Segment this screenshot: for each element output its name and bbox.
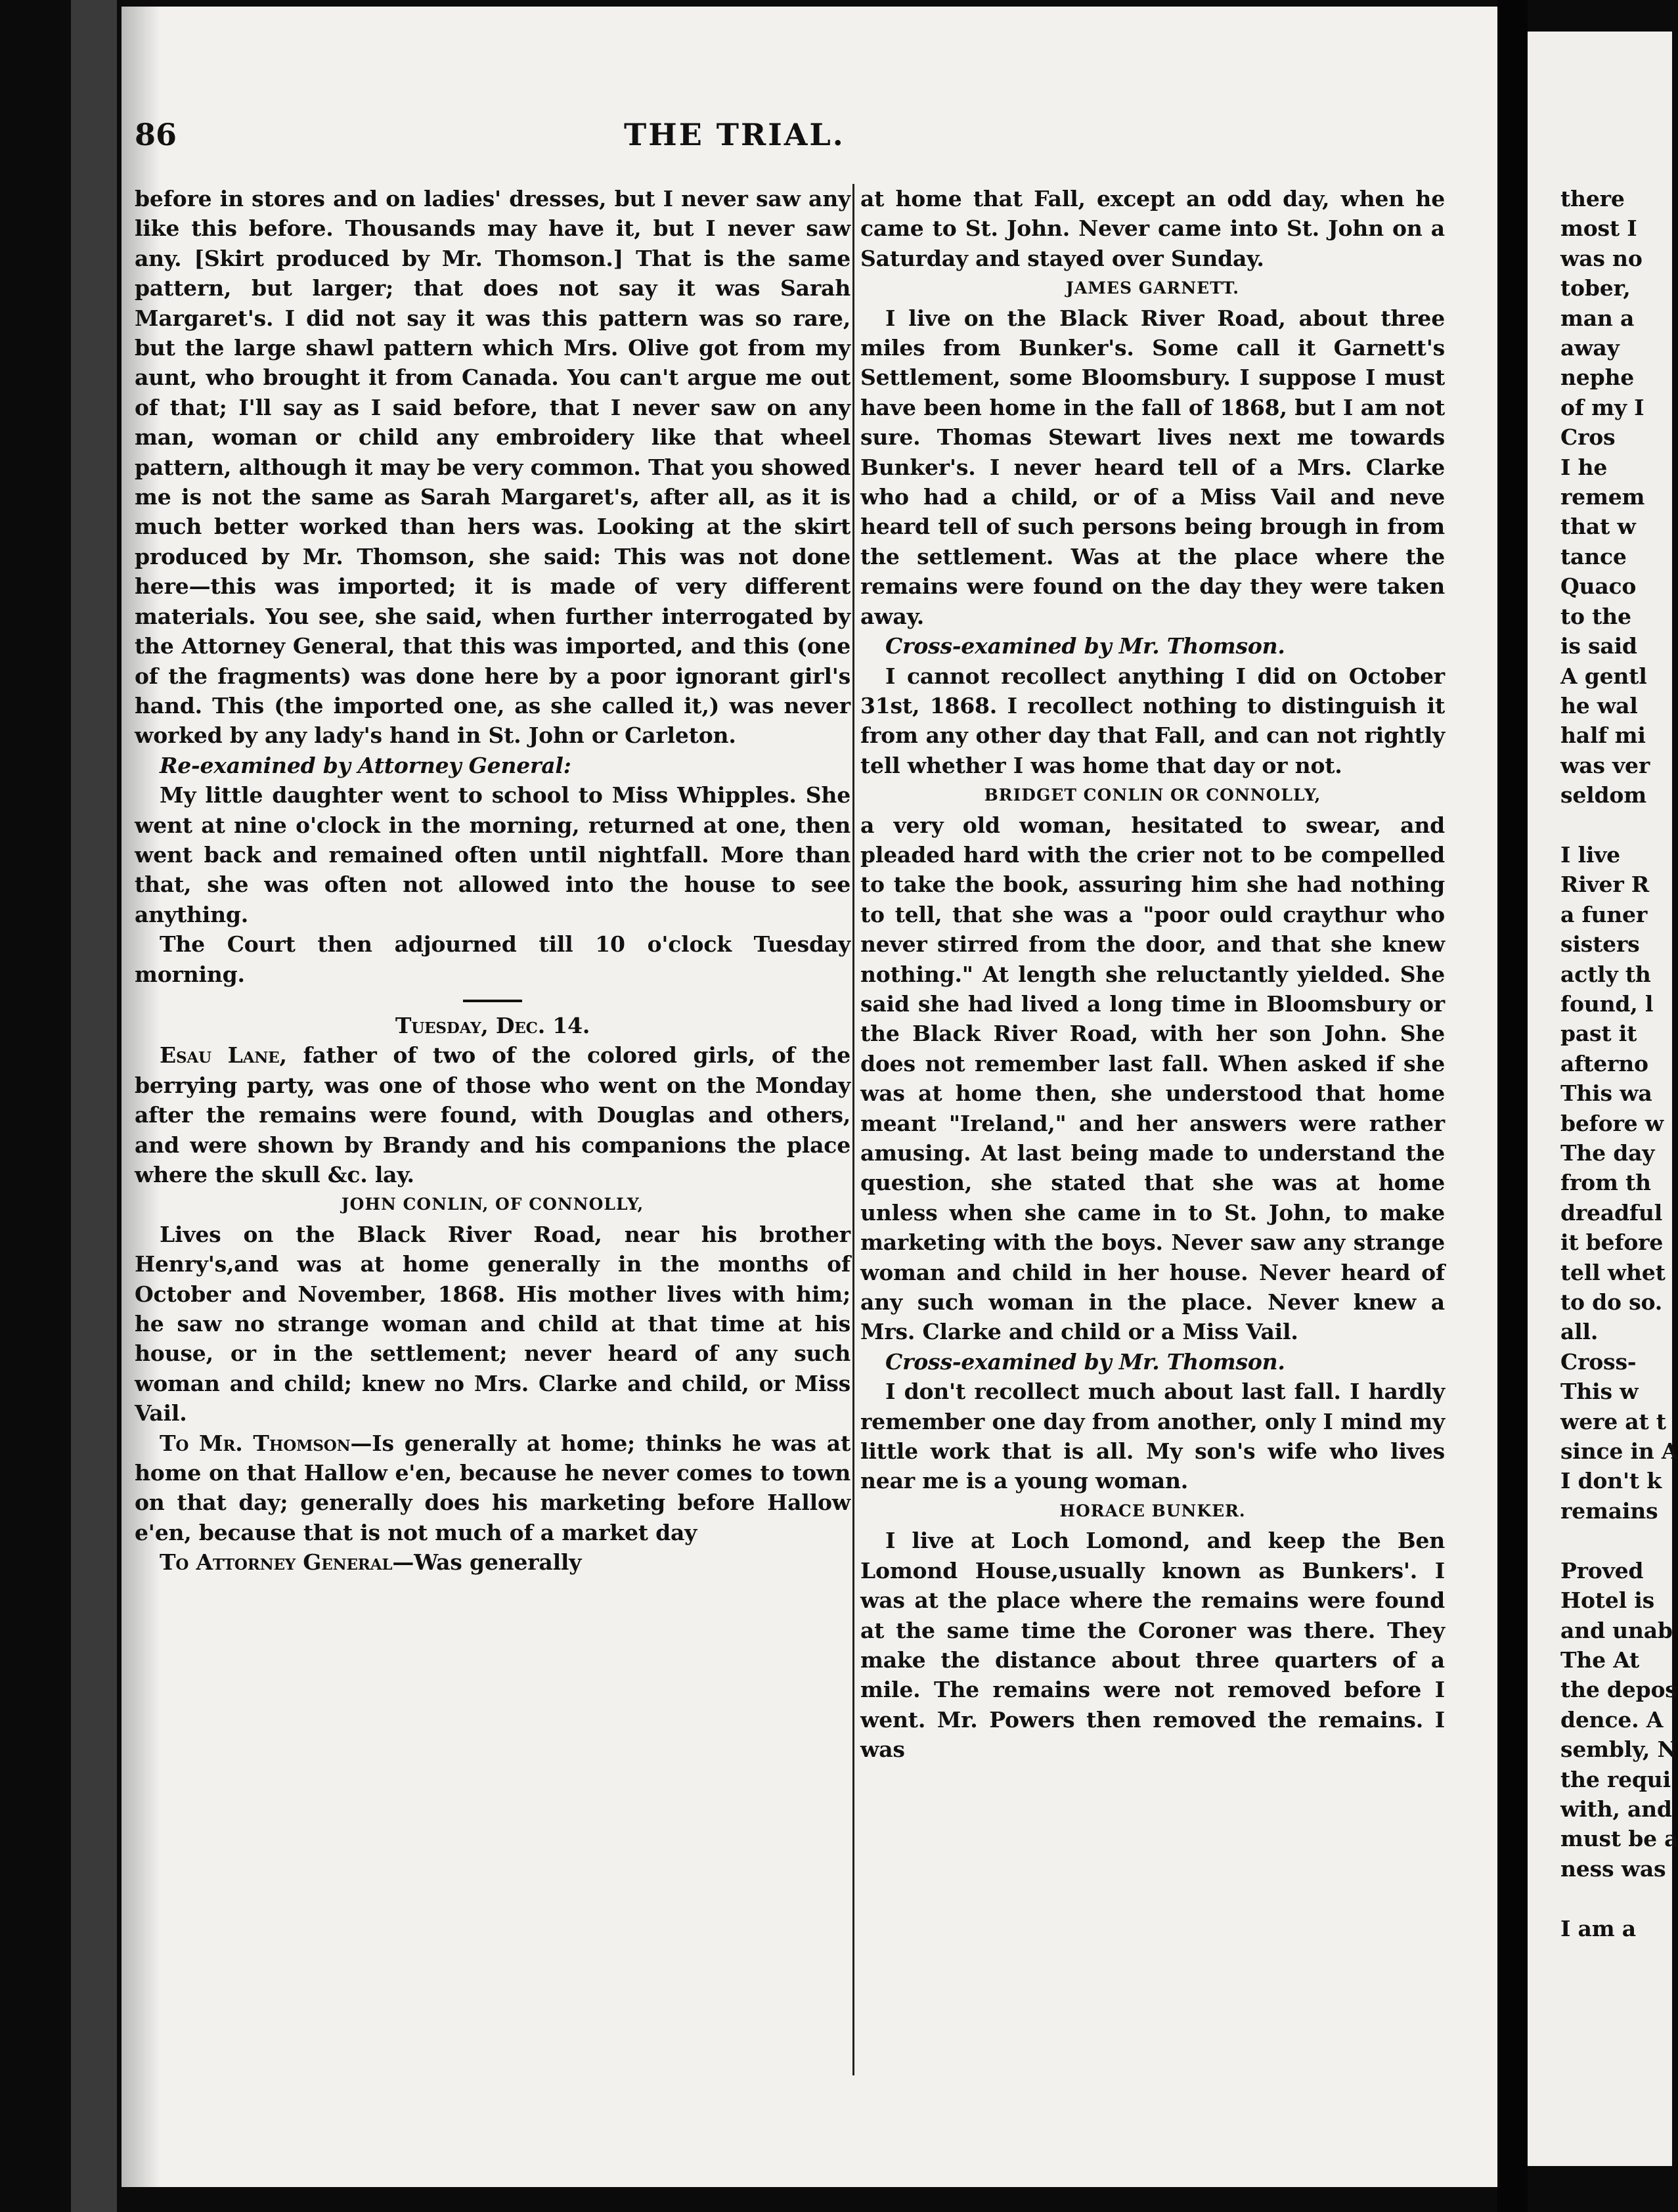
- facing-page-line: The At: [1560, 1647, 1640, 1673]
- facing-page-line: to do so.: [1560, 1289, 1663, 1316]
- facing-page-line: was no: [1560, 245, 1643, 271]
- facing-page-line: there: [1560, 186, 1625, 211]
- facing-page-line: This wa: [1560, 1080, 1652, 1107]
- facing-page-line: [1560, 1526, 1672, 1555]
- facing-page-line: to the: [1560, 603, 1631, 629]
- facing-page-line: tance: [1560, 543, 1627, 569]
- facing-page-line: most I: [1560, 215, 1637, 242]
- facing-page-line: [1560, 810, 1672, 840]
- facing-page-line: from th: [1560, 1170, 1651, 1196]
- facing-page-line: remains: [1560, 1497, 1658, 1524]
- facing-page-line: I don't k: [1560, 1468, 1662, 1494]
- facing-page-line: away: [1560, 335, 1620, 361]
- facing-page-line: man a: [1560, 305, 1635, 331]
- facing-page-line: that w: [1560, 514, 1636, 540]
- facing-page-line: [1560, 1884, 1672, 1913]
- paragraph: I live on the Black River Road, about three miles from Bunker's. Some call it Garnett's Settlement, some Bloomsbury. I suppose I must have been home in the fall of 1868, but I am not sure. Thomas Stewart lives next me towards Bunker's. I never heard tell of a Mrs. Clarke who had a child, or of a Miss Vail and neve heard tell of such persons being brough in from the settlement. Was at the place where the remains were found on the day they were taken away.: [860, 305, 1445, 629]
- film-edge: [71, 0, 117, 2212]
- facing-page-line: The day: [1560, 1140, 1655, 1166]
- facing-page-line: Proved: [1560, 1557, 1644, 1583]
- facing-page-line: of my I: [1560, 394, 1645, 420]
- facing-page-line: was ver: [1560, 752, 1650, 778]
- facing-page-line: a funer: [1560, 901, 1648, 927]
- paragraph: To Attorney General—Was generally: [160, 1549, 582, 1576]
- paragraph: I live at Loch Lomond, and keep the Ben Lomond House,usually known as Bunkers'. I was at the place where the remains were found at the same time the Coroner was there. They make the distance about three quarters of a mile. The remains were not removed before I went. Mr. Powers then removed the remains. I was: [860, 1528, 1445, 1763]
- page-number: 86: [135, 117, 177, 152]
- facing-page-line: I am a: [1560, 1915, 1636, 1941]
- paragraph: I don't recollect much about last fall. I hardly remember one day from another, only I mind my little work that is all. My son's wife who lives near me is a young woman.: [860, 1379, 1445, 1494]
- facing-page-line: remem: [1560, 484, 1645, 510]
- facing-page-line: Quaco: [1560, 573, 1637, 600]
- cross-examination-heading: Cross-examined by Mr. Thomson.: [885, 633, 1285, 659]
- facing-page: [1528, 32, 1678, 2166]
- facing-page-line: found, l: [1560, 990, 1654, 1017]
- facing-page-line: I live: [1560, 841, 1620, 868]
- facing-page-line: were at t: [1560, 1408, 1666, 1434]
- facing-page-line: the requi: [1560, 1766, 1671, 1792]
- facing-page-line: dreadful: [1560, 1199, 1663, 1226]
- text-column-left: [135, 184, 850, 2075]
- paragraph: My little daughter went to school to Miss Whipples. She went at nine o'clock in the morning, returned at one, then went back and remained often until nightfall. More than that, she was often not allowed into the house to see anything.: [135, 782, 850, 927]
- paragraph: I cannot recollect anything I did on October 31st, 1868. I recollect nothing to distinguish it from any other day that Fall, and can not rightly tell whether I was home that day or not.: [860, 663, 1445, 778]
- paragraph: Esau Lane, father of two of the colored girls, of the berrying party, was one of those who went on the Monday after the remains were found, with Douglas and others, and were shown by Brandy and his companions the place where the skull &c. lay.: [135, 1042, 850, 1187]
- facing-page-line: A gentl: [1560, 663, 1647, 689]
- date-heading: Tuesday, Dec. 14.: [395, 1012, 590, 1038]
- facing-page-line: must be a: [1560, 1826, 1678, 1852]
- facing-page-line: past it: [1560, 1021, 1637, 1047]
- section-divider: [135, 994, 850, 1007]
- page-gutter: [1497, 0, 1528, 2212]
- facing-page-line: Cros: [1560, 424, 1616, 451]
- facing-page-line: sisters: [1560, 931, 1640, 958]
- facing-page-line: tell whet: [1560, 1259, 1666, 1285]
- facing-page-line: before w: [1560, 1110, 1664, 1136]
- cross-examination-heading: Cross-examined by Mr. Thomson.: [885, 1348, 1285, 1375]
- facing-page-line: afterno: [1560, 1050, 1648, 1076]
- facing-page-line: and unab: [1560, 1617, 1673, 1643]
- examiner-label: To Attorney General: [160, 1549, 393, 1576]
- facing-page-line: dence. A: [1560, 1706, 1664, 1733]
- facing-page-line: since in A: [1560, 1438, 1678, 1465]
- reexamination-heading: Re-examined by Attorney General:: [160, 752, 571, 778]
- facing-page-line: ness was: [1560, 1855, 1666, 1882]
- facing-page-line: half mi: [1560, 722, 1646, 749]
- facing-page-line: Cross-: [1560, 1348, 1637, 1375]
- column-rule: [852, 184, 854, 2075]
- facing-page-line: with, and: [1560, 1796, 1672, 1822]
- facing-page-text: [1560, 184, 1678, 2121]
- paragraph: To Mr. Thomson—Is generally at home; thinks he was at home on that Hallow e'en, because he never comes to town on that day; generally does his marketing before Hallow e'en, because that is not much of a market day: [135, 1430, 850, 1545]
- facing-page-line: This w: [1560, 1379, 1639, 1405]
- paragraph: before in stores and on ladies' dresses, but I never saw any like this before. Thousands may have it, but I never saw any. [Skirt produced by Mr. Thomson.] That is the same pattern, but larger; that does not say it was Sarah Margaret's. I did not say it was this pattern was so rare, but the large shawl pattern which Mrs. Olive got from my aunt, who brought it from Canada. You can't argue me out of that; I'll say as I said before, that I never saw on any man, woman or child any embroidery like that wheel pattern, although it may be very common. That you showed me is not the same as Sarah Margaret's, after all, as it is much better worked than hers was. Looking at the skirt produced by Mr. Thomson, she said: This was not done here—this was imported; it is made of very different materials. You see, she said, when further interrogated by the Attorney General, that this was imported, and this (one of the fragments) was done here by a poor ignorant girl's hand. This (the imported one, as she called it,) was never worked by any lady's hand in St. John or Carleton.: [135, 186, 850, 749]
- paragraph: The Court then adjourned till 10 o'clock Tuesday morning.: [135, 931, 850, 987]
- text-column-right: [860, 184, 1445, 2075]
- witness-heading: HORACE BUNKER.: [1059, 1501, 1246, 1520]
- witness-heading: JOHN CONLIN, OF CONNOLLY,: [341, 1195, 644, 1214]
- paragraph: a very old woman, hesitated to swear, and pleaded hard with the crier not to be compelled to take the book, assuring him she had nothing to tell, that she was a "poor ould craythur who never stirred from the door, and that she knew nothing." At length she reluctantly yielded. She said she had lived a long time in Bloomsbury or the Black River Road, with her son John. She does not remember last fall. When asked if she was at home then, she understood that home meant "Ireland," and her answers were rather amusing. At last being made to understand the question, she stated that she was at home unless when she came in to St. John, to make marketing with the boys. Never saw any strange woman and child in her house. Never heard of any such woman in the place. Never knew a Mrs. Clarke and child or a Miss Vail.: [860, 812, 1445, 1345]
- facing-page-line: all.: [1560, 1319, 1599, 1345]
- facing-page-line: seldom: [1560, 782, 1646, 808]
- facing-page-line: is said: [1560, 633, 1637, 659]
- witness-heading: JAMES GARNETT.: [1066, 278, 1239, 298]
- witness-heading: BRIDGET CONLIN OR CONNOLLY,: [984, 785, 1321, 805]
- facing-page-line: actly th: [1560, 961, 1651, 987]
- facing-page-line: he wal: [1560, 692, 1638, 719]
- facing-page-line: I he: [1560, 454, 1608, 480]
- facing-page-line: nephe: [1560, 365, 1635, 391]
- facing-page-line: River R: [1560, 872, 1650, 898]
- facing-page-line: tober,: [1560, 275, 1631, 301]
- running-title: THE TRIAL.: [624, 117, 845, 152]
- examiner-label: To Mr. Thomson: [160, 1430, 351, 1456]
- facing-page-line: it before: [1560, 1229, 1664, 1256]
- paragraph: Lives on the Black River Road, near his brother Henry's,and was at home generally in the months of October and November, 1868. His mother lives with him; he saw no strange woman and child at that time at his house, or in the settlement; never heard of any such woman and child; knew no Mrs. Clarke and child, or Miss Vail.: [135, 1221, 850, 1427]
- paragraph: at home that Fall, except an odd day, when he came to St. John. Never came into St. John on a Saturday and stayed over Sunday.: [860, 186, 1445, 271]
- witness-name: Esau Lane,: [160, 1042, 287, 1069]
- facing-page-line: Hotel is: [1560, 1587, 1654, 1614]
- facing-page-line: the depos: [1560, 1677, 1677, 1703]
- facing-page-line: sembly, N: [1560, 1736, 1677, 1763]
